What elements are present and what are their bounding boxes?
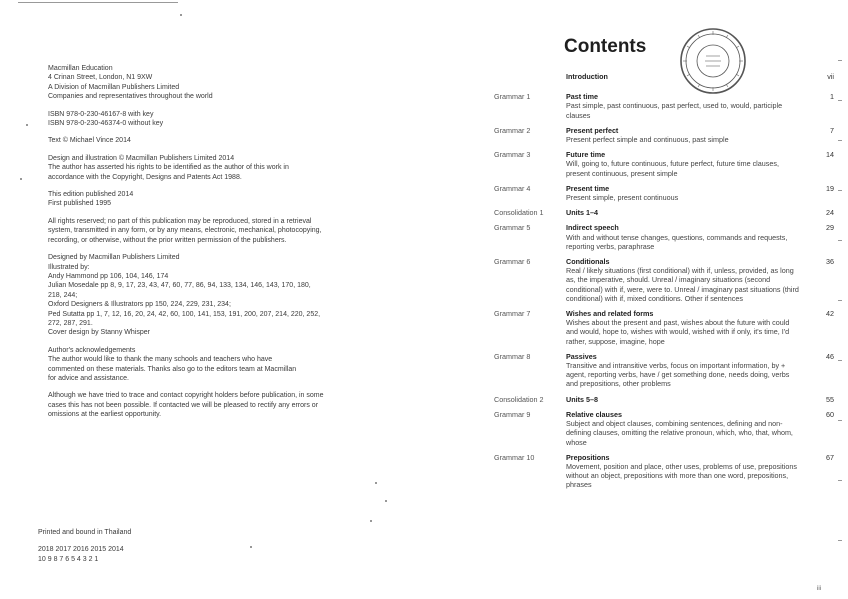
imprint-line: omissions at the earliest opportunity. <box>48 411 162 419</box>
toc-page-number: 7 <box>830 125 834 135</box>
toc-unit-label: Grammar 2 <box>494 125 531 135</box>
toc-entry[interactable] <box>494 453 834 490</box>
paragraph-gap <box>48 102 373 110</box>
toc-unit-label: Consolidation 1 <box>494 208 544 218</box>
toc-description: Subject and object clauses, combining sentences, defining and non-defining clauses, omitting the relative pronoun, which, who, that, whom, whose <box>566 419 793 447</box>
toc-unit-label: Grammar 4 <box>494 183 531 193</box>
paragraph-gap <box>48 383 373 391</box>
imprint-line: Julian Mosedale pp 8, 9, 17, 23, 43, 47, 60, 77, 86, 94, 133, 134, 146, 143, 170, 180, <box>48 282 311 290</box>
toc-page-number: 1 <box>830 92 834 102</box>
scan-speck <box>26 124 28 126</box>
toc-page-number: 46 <box>826 351 834 361</box>
imprint-line: system, transmitted in any form, or by any means, electronic, mechanical, photocopying, <box>48 227 322 235</box>
toc-page-number: 55 <box>826 394 834 404</box>
toc-page-number: vii <box>827 72 834 81</box>
toc-description: Movement, position and place, other uses, problems of use, prepositions without an object, prepositions with more than one word, prepositions, phrases <box>566 461 797 490</box>
paragraph-gap <box>38 537 131 545</box>
imprint-line: accordance with the Copyright, Designs and Patents Act 1988. <box>48 173 242 181</box>
margin-marks <box>838 40 846 580</box>
toc-unit-label: Grammar 8 <box>494 351 531 361</box>
imprint-line: Author's acknowledgements <box>48 346 136 354</box>
toc-entry[interactable] <box>494 126 834 144</box>
imprint-line: Designed by Macmillan Publishers Limited <box>48 254 180 262</box>
imprint-line: The author has asserted his rights to be identified as the author of this work in <box>48 164 289 172</box>
toc-entry[interactable] <box>494 309 834 346</box>
imprint-line: The author would like to thank the many schools and teachers who have <box>48 356 273 364</box>
imprint-line: A Division of Macmillan Publishers Limited <box>48 83 180 91</box>
toc-page-number: 24 <box>826 208 834 218</box>
toc-title: Present time <box>566 183 610 193</box>
toc-description: Wishes about the present and past, wishes about the future with could and would, hope to, wishes with would, wished with if only, it's time, I'd rather, suppose, imagine, hope <box>566 318 790 346</box>
scan-speck <box>375 482 377 484</box>
toc-unit-label: Grammar 1 <box>494 92 531 102</box>
imprint-line: ISBN 978-0-230-46167-8 with key <box>48 110 154 118</box>
toc-page-number: 14 <box>826 150 834 160</box>
toc-entry[interactable] <box>494 72 834 81</box>
toc-description: With and without tense changes, questions, commands and requests, reporting verbs, paraphrase <box>566 232 788 251</box>
toc-unit-label: Grammar 10 <box>494 452 535 462</box>
imprint-line: Oxford Designers & Illustrators pp 150, 224, 229, 231, 234; <box>48 301 231 309</box>
toc-description: Transitive and intransitive verbs, focus on important information, by + agent, reporting verbs, have / get something done, needs doing, verbs and prepositions, other problems <box>566 361 790 389</box>
imprint-line: Cover design by Stanny Whisper <box>48 329 150 337</box>
toc-unit-label: Grammar 9 <box>494 409 531 419</box>
toc-entry[interactable] <box>494 257 834 303</box>
printed-in-block <box>38 528 131 564</box>
imprint-line: Macmillan Education <box>48 65 113 72</box>
toc-unit-label: Grammar 3 <box>494 150 531 160</box>
toc-title: Indirect speech <box>566 223 619 233</box>
toc-title: Units 1–4 <box>566 208 598 218</box>
imprint-line: Companies and representatives throughout the world <box>48 93 213 101</box>
paragraph-gap <box>48 209 373 217</box>
scan-speck <box>20 178 22 180</box>
toc-page-number: 19 <box>826 183 834 193</box>
toc-unit-label: Grammar 7 <box>494 309 531 319</box>
toc-title: Relative clauses <box>566 409 622 419</box>
paragraph-gap <box>48 245 373 253</box>
imprint-line: Text © Michael Vince 2014 <box>48 137 131 145</box>
paragraph-gap <box>48 146 373 154</box>
toc-entry[interactable] <box>494 150 834 178</box>
contents-heading: Contents <box>564 36 647 57</box>
toc-unit-label: Grammar 5 <box>494 223 531 233</box>
toc-description: Real / likely situations (first conditional) with if, unless, provided, as long as, the imperative, should. Unreal / imaginary situations (second conditional) with if, were, were to. Unreal / imaginary past situations (third conditional) with if, mixed conditions. Other if sentences <box>566 266 799 303</box>
scan-speck <box>385 500 387 502</box>
toc-entry[interactable] <box>494 410 834 447</box>
imprint-line: 10 9 8 7 6 5 4 3 2 1 <box>38 555 99 563</box>
toc-page-number: 42 <box>826 309 834 319</box>
imprint-line: Design and illustration © Macmillan Publishers Limited 2014 <box>48 154 235 162</box>
imprint-line: Printed and bound in Thailand <box>38 529 132 536</box>
toc-entry[interactable] <box>494 184 834 202</box>
page-number: iii <box>817 586 821 592</box>
imprint-line: ISBN 978-0-230-46374-0 without key <box>48 120 164 128</box>
imprint-line: 218, 244; <box>48 291 78 299</box>
toc-title: Introduction <box>566 72 608 81</box>
imprint-line: commented on these materials. Thanks also go to the editors team at Macmillan <box>48 365 297 373</box>
imprint-line: cases this has not been possible. If contacted we will be pleased to rectify any errors or <box>48 401 319 409</box>
imprint-line: Although we have tried to trace and contact copyright holders before publication, in some <box>48 392 324 400</box>
toc-page-number: 36 <box>826 257 834 267</box>
toc-unit-label <box>494 72 566 81</box>
scan-speck <box>370 520 372 522</box>
toc-entry[interactable] <box>494 92 834 120</box>
imprint-line: This edition published 2014 <box>48 191 134 199</box>
imprint-line: All rights reserved; no part of this publication may be reproduced, stored in a retrieval <box>48 217 312 225</box>
imprint-line: for advice and assistance. <box>48 374 129 382</box>
toc-entry[interactable] <box>494 395 834 404</box>
paragraph-gap <box>48 182 373 190</box>
toc-entry[interactable] <box>494 208 834 217</box>
toc-description: Past simple, past continuous, past perfect, used to, would, participle clauses <box>566 101 783 120</box>
toc-title: Prepositions <box>566 452 610 462</box>
imprint-block <box>48 64 373 420</box>
scan-speck <box>250 546 252 548</box>
imprint-line: 2018 2017 2016 2015 2014 <box>38 546 124 554</box>
toc-title: Past time <box>566 92 598 102</box>
toc-unit-label: Grammar 6 <box>494 257 531 267</box>
toc-description: Present simple, present continuous <box>566 193 679 203</box>
imprint-line: First published 1995 <box>48 200 112 208</box>
imprint-line: 4 Crinan Street, London, N1 9XW <box>48 74 153 82</box>
toc-title: Passives <box>566 351 597 361</box>
toc-description: Present perfect simple and continuous, past simple <box>566 135 729 145</box>
imprint-line: 272, 287, 291. <box>48 319 93 327</box>
right-page <box>424 0 848 599</box>
toc-unit-label: Consolidation 2 <box>494 394 544 404</box>
imprint-line: Andy Hammond pp 106, 104, 146, 174 <box>48 272 169 280</box>
paragraph-gap <box>48 128 373 136</box>
toc-title: Conditionals <box>566 257 610 267</box>
toc-page-number: 60 <box>826 409 834 419</box>
toc-page-number: 67 <box>826 452 834 462</box>
top-rule <box>18 2 178 3</box>
imprint-line: Illustrated by: <box>48 263 90 271</box>
toc-title: Wishes and related forms <box>566 309 654 319</box>
imprint-line: Ped Sutatta pp 1, 7, 12, 16, 20, 24, 42, 60, 100, 141, 153, 191, 200, 207, 214, 220, 252, <box>48 310 321 318</box>
toc-entry[interactable] <box>494 223 834 251</box>
paragraph-gap <box>48 338 373 346</box>
toc-title: Future time <box>566 150 606 160</box>
toc-title: Units 5–8 <box>566 394 598 404</box>
toc-page-number: 29 <box>826 223 834 233</box>
imprint-line: recording, or otherwise, without the prior written permission of the publishers. <box>48 236 287 244</box>
toc-entry[interactable] <box>494 352 834 389</box>
toc-title: Present perfect <box>566 125 619 135</box>
table-of-contents <box>494 72 834 496</box>
scan-speck <box>180 14 182 16</box>
toc-description: Will, going to, future continuous, future perfect, future time clauses, present continuous, present simple <box>566 159 779 178</box>
